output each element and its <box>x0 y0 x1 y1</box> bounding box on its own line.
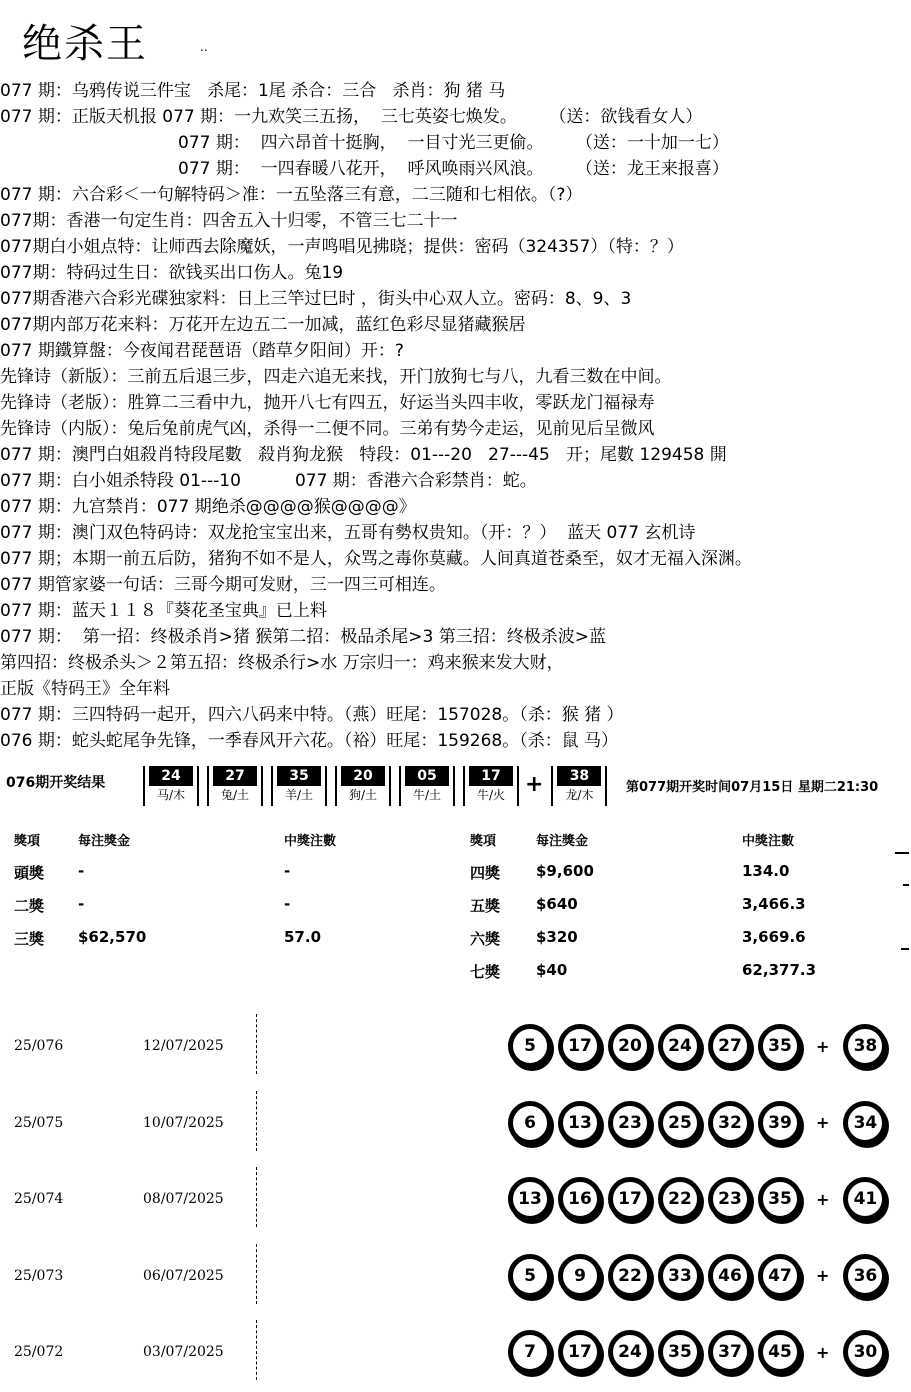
number-ball: 46 <box>708 1254 752 1298</box>
number-ball: 35 <box>658 1330 702 1374</box>
prize-winners: 134.0 <box>742 862 790 880</box>
prediction-line: 077 期管家婆一句话：三哥今期可发财，三一四三可相连。 <box>0 575 446 595</box>
number-ball: 24 <box>658 1024 702 1068</box>
plus-sign: + <box>816 1266 830 1285</box>
history-date: 10/07/2025 <box>143 1114 224 1131</box>
plus-sign: + <box>816 1342 830 1362</box>
special-ball: 41 <box>843 1177 887 1221</box>
draw-ball-zodiac: 兔/土 <box>220 788 250 802</box>
history-row <box>0 1163 911 1239</box>
prize-amount: $62,570 <box>78 928 147 946</box>
prediction-line: 077 期：澳門白姐殺肖特段尾數 殺肖狗龙猴 特段：01---20 27---45 开；尾數 129458 開 <box>0 445 727 465</box>
prediction-line: 077 期；本期一前五后防，猪狗不如不是人，众骂之毒你莫藏。人间真道苍桑至，奴才无福入深渊。 <box>0 549 752 569</box>
prediction-line: 077 期：九宫禁肖：077 期绝杀@@@@猴@@@@》 <box>0 497 416 517</box>
prediction-line: 先锋诗（老版）：胜算二三看中九，抛开八七有四五，好运当头四丰收，零跃龙门福禄寿 <box>0 393 655 413</box>
draw-ball <box>207 766 263 806</box>
draw-ball-zodiac: 牛/火 <box>476 788 506 802</box>
divider-mark <box>901 948 909 950</box>
prize-amount: $40 <box>536 961 568 979</box>
prize-name: 四獎 <box>470 864 501 882</box>
number-ball: 7 <box>508 1330 552 1374</box>
prize-winners: - <box>284 895 291 913</box>
history-issue: 25/075 <box>14 1114 64 1131</box>
draw-ball <box>335 766 391 806</box>
draw-ball <box>143 766 199 806</box>
prize-amount: $320 <box>536 928 578 946</box>
draw-ball <box>271 766 327 806</box>
number-ball: 35 <box>758 1177 802 1221</box>
prize-name: 二獎 <box>14 897 45 915</box>
history-separator <box>256 1244 257 1304</box>
draw-ball-number: 05 <box>405 766 449 786</box>
prediction-line: 第四招：终极杀头＞２第五招：终极杀行>水 万宗归一：鸡来猴来发大财， <box>0 653 564 673</box>
history-date: 08/07/2025 <box>143 1191 224 1207</box>
number-ball: 23 <box>708 1177 752 1221</box>
divider-mark <box>903 884 909 886</box>
prediction-lines <box>0 78 911 754</box>
history-date: 12/07/2025 <box>143 1038 224 1054</box>
history-row <box>0 1316 911 1392</box>
draw-ball-number: 24 <box>149 766 193 786</box>
plus-sign: + <box>816 1113 830 1132</box>
prize-amount: $9,600 <box>536 862 594 880</box>
prediction-line: 077 期：三四特码一起开，四六八码来中特。（燕）旺尾：157028。（杀：猴 猪 ） <box>0 705 624 725</box>
plus-sign: + <box>816 1189 830 1209</box>
prize-header-item: 獎項 <box>14 834 41 849</box>
number-ball: 5 <box>508 1254 552 1298</box>
prize-winners: 3,669.6 <box>742 928 806 946</box>
plus-sign: + <box>525 772 544 797</box>
draw-ball-number: 17 <box>469 766 513 786</box>
number-ball: 13 <box>558 1101 602 1145</box>
history-separator <box>256 1167 257 1227</box>
next-draw-time: 第077期开奖时间07月15日 星期二21:30 <box>626 780 879 795</box>
number-ball: 32 <box>708 1101 752 1145</box>
prize-header-amount: 每注獎金 <box>78 834 131 849</box>
special-ball: 30 <box>843 1330 887 1374</box>
prediction-line: 077 期：正版天机报 077 期：一九欢笑三五扬， 三七英姿七焕发。 （送：欲钱看女人） <box>0 107 703 127</box>
plus-sign: + <box>816 1036 830 1056</box>
prize-header-winners: 中獎注數 <box>742 834 795 849</box>
prize-name: 七獎 <box>470 963 501 981</box>
draw-ball-number: 35 <box>277 766 321 786</box>
draw-result-label: 076期开奖结果 <box>6 775 106 791</box>
draw-ball <box>399 766 455 806</box>
prize-name: 頭獎 <box>14 864 45 882</box>
prediction-line: 077 期鐵算盤：今夜闻君琵琶语（踏草夕阳间）开：? <box>0 341 404 361</box>
history-balls <box>508 1254 893 1298</box>
prize-name: 六獎 <box>470 930 501 948</box>
number-ball: 23 <box>608 1101 652 1145</box>
prediction-line: 正版《特码王》全年料 <box>0 679 170 699</box>
history-date: 03/07/2025 <box>143 1344 224 1360</box>
number-ball: 47 <box>758 1254 802 1298</box>
draw-ball-number: 20 <box>341 766 385 786</box>
page-title: 绝杀王 <box>22 21 148 67</box>
history-balls <box>508 1330 893 1374</box>
number-ball: 16 <box>558 1177 602 1221</box>
draw-ball <box>551 766 607 806</box>
draw-ball-zodiac: 牛/土 <box>412 788 442 802</box>
divider-mark <box>895 852 909 854</box>
number-ball: 5 <box>508 1024 552 1068</box>
special-ball: 38 <box>843 1024 887 1068</box>
prize-winners: 3,466.3 <box>742 895 806 913</box>
history-separator <box>256 1091 257 1151</box>
number-ball: 17 <box>608 1177 652 1221</box>
prize-name: 三獎 <box>14 930 45 948</box>
prediction-line: 077 期：白小姐杀特段 01---10 077 期：香港六合彩禁肖：蛇。 <box>0 471 537 491</box>
draw-ball-zodiac: 狗/土 <box>348 788 378 802</box>
prediction-line: 077 期： 四六昂首十挺胸， 一目寸光三更偷。 （送：一十加一七） <box>178 133 729 153</box>
history-date: 06/07/2025 <box>143 1267 224 1284</box>
special-ball: 36 <box>843 1254 887 1298</box>
history-balls <box>508 1024 893 1068</box>
draw-ball-zodiac: 羊/土 <box>284 788 314 802</box>
prize-winners: - <box>284 862 291 880</box>
prize-header-item: 獎項 <box>470 834 497 849</box>
draw-ball <box>463 766 519 806</box>
prediction-line: 077 期：澳门双色特码诗：双龙抢宝宝出来，五哥有勢权贵知。（开：？） 蓝天 077 玄机诗 <box>0 523 696 543</box>
prize-header-winners: 中獎注數 <box>284 834 337 849</box>
draw-ball-zodiac: 龙/木 <box>565 788 594 802</box>
history-issue: 25/076 <box>14 1038 64 1054</box>
history-issue: 25/072 <box>14 1344 64 1360</box>
number-ball: 37 <box>708 1330 752 1374</box>
draw-ball-number: 27 <box>213 766 257 786</box>
number-ball: 35 <box>758 1024 802 1068</box>
prize-amount: $640 <box>536 895 578 913</box>
prize-winners: 57.0 <box>284 928 322 946</box>
prize-amount: - <box>78 862 85 880</box>
special-ball: 34 <box>843 1101 887 1145</box>
history-separator <box>256 1320 257 1380</box>
history-row <box>0 1240 911 1316</box>
prediction-line: 077期内部万花来料：万花开左边五二一加减，蓝红色彩尽显猪藏猴居 <box>0 315 526 335</box>
number-ball: 27 <box>708 1024 752 1068</box>
number-ball: 13 <box>508 1177 552 1221</box>
number-ball: 6 <box>508 1101 552 1145</box>
prediction-line: 077期：香港一句定生肖：四舍五入十归零，不管三七二十一 <box>0 211 458 231</box>
prediction-line: 先锋诗（新版）：三前五后退三步，四走六追无来找，开门放狗七与八，九看三数在中间。 <box>0 367 672 387</box>
prediction-line: 077期白小姐点特：让师西去除魔妖，一声鸣唱见拂晓；提供：密码（324357）（特：？） <box>0 237 684 257</box>
history-issue: 25/073 <box>14 1267 64 1284</box>
number-ball: 17 <box>558 1330 602 1374</box>
history-row <box>0 1010 911 1086</box>
draw-ball-zodiac: 马/木 <box>156 788 186 802</box>
prediction-line: 076 期：蛇头蛇尾争先锋，一季春风开六花。（裕）旺尾：159268。（杀：鼠 马） <box>0 731 619 751</box>
number-ball: 25 <box>658 1101 702 1145</box>
draw-ball-number: 38 <box>557 766 601 786</box>
prediction-line: 077 期： 第一招：终极杀肖>猪 猴第二招：极品杀尾>3 第三招：终极杀波>蓝 <box>0 627 607 647</box>
number-ball: 22 <box>658 1177 702 1221</box>
prediction-line: 077期：特码过生日：欲钱买出口伤人。兔19 <box>0 263 344 283</box>
prediction-line: 077 期： 一四春暖八花开， 呼风唤雨兴风浪。 （送：龙王来报喜） <box>178 159 729 179</box>
history-balls <box>508 1177 893 1221</box>
prediction-line: 先锋诗（内版）：兔后兔前虎气凶，杀得一二便不同。三弟有势今走运，见前见后呈微风 <box>0 419 655 439</box>
history-issue: 25/074 <box>14 1191 64 1207</box>
history-separator <box>256 1014 257 1074</box>
title-dots: .. <box>200 40 208 54</box>
draw-result-balls <box>143 766 615 806</box>
prediction-line: 077 期：乌鸦传说三件宝 杀尾：1尾 杀合：三合 杀肖：狗 猪 马 <box>0 81 506 101</box>
prediction-line: 077 期：六合彩＜一句解特码＞准：一五坠落三有意，二三随和七相依。（?） <box>0 185 583 205</box>
number-ball: 17 <box>558 1024 602 1068</box>
history-balls <box>508 1101 893 1145</box>
number-ball: 20 <box>608 1024 652 1068</box>
number-ball: 39 <box>758 1101 802 1145</box>
prediction-line: 077 期：蓝天１１８『葵花圣宝典』已上料 <box>0 601 327 621</box>
number-ball: 9 <box>558 1254 602 1298</box>
prize-winners: 62,377.3 <box>742 961 817 979</box>
history-row <box>0 1087 911 1163</box>
prize-amount: - <box>78 895 85 913</box>
number-ball: 22 <box>608 1254 652 1298</box>
number-ball: 33 <box>658 1254 702 1298</box>
prediction-line: 077期香港六合彩光碟独家料：日上三竿过巳时 ，街头中心双人立。密码：8、9、3 <box>0 289 632 309</box>
number-ball: 24 <box>608 1330 652 1374</box>
number-ball: 45 <box>758 1330 802 1374</box>
prize-header-amount: 每注獎金 <box>536 834 589 849</box>
prize-name: 五獎 <box>470 897 501 915</box>
